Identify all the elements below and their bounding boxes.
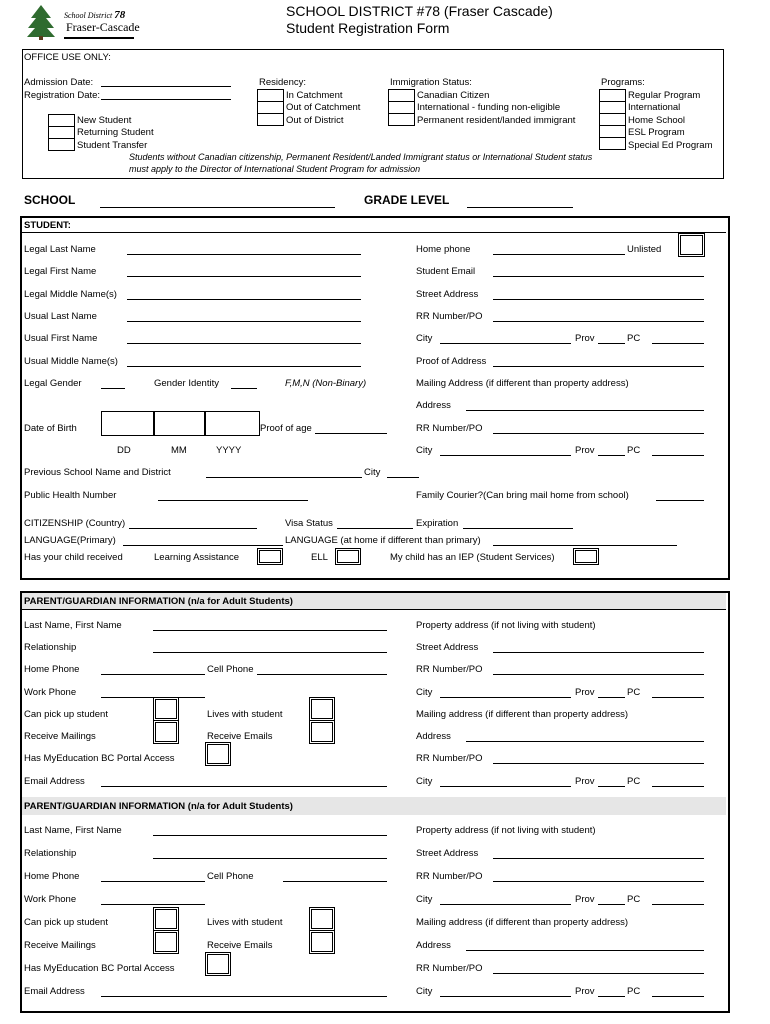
expiration-field[interactable] (463, 528, 573, 529)
guardian-1-city-field[interactable] (440, 697, 571, 698)
legal-first-name-field[interactable] (127, 276, 361, 277)
guardian-2-pc-field[interactable] (652, 904, 704, 905)
tree-icon (26, 4, 56, 40)
guardian-2-pickup-checkbox[interactable] (153, 907, 179, 931)
guardian-1-mailings-checkbox[interactable] (153, 720, 179, 744)
dob-day-field[interactable] (101, 411, 155, 436)
guardian-2-mailings-checkbox[interactable] (153, 930, 179, 954)
proof-of-age-field[interactable] (315, 433, 387, 434)
student-section (20, 216, 730, 580)
guardian-2-cell-phone-field[interactable] (283, 881, 387, 882)
street-address-field[interactable] (493, 299, 704, 300)
guardian-1-title: PARENT/GUARDIAN INFORMATION (n/a for Adult Students) (24, 596, 293, 607)
mailing-pc-field[interactable] (652, 455, 704, 456)
guardian-1-mailing-rr-field[interactable] (493, 763, 704, 764)
guardian-2-title: PARENT/GUARDIAN INFORMATION (n/a for Adult Students) (24, 801, 293, 812)
prov-field[interactable] (598, 343, 625, 344)
guardian-1-prov-field[interactable] (598, 697, 625, 698)
guardian-2-mailing-prov-field[interactable] (598, 996, 625, 997)
guardian-1-mailing-field[interactable] (466, 741, 704, 742)
usual-middle-name-field[interactable] (127, 366, 361, 367)
usual-last-name-field[interactable] (127, 321, 361, 322)
guardian-2-rr-field[interactable] (493, 881, 704, 882)
guardian-1-relationship-field[interactable] (153, 652, 387, 653)
page-title: SCHOOL DISTRICT #78 (Fraser Cascade) (286, 3, 553, 19)
guardian-2-work-phone-field[interactable] (101, 904, 205, 905)
page-subtitle: Student Registration Form (286, 20, 450, 36)
guardian-2-home-phone-field[interactable] (101, 881, 205, 882)
iep-checkbox[interactable] (573, 548, 599, 565)
special-ed-checkbox[interactable] (599, 137, 626, 150)
visa-status-field[interactable] (337, 528, 413, 529)
guardian-2-mailing-pc-field[interactable] (652, 996, 704, 997)
legal-middle-name-field[interactable] (127, 299, 361, 300)
guardian-1-mailing-pc-field[interactable] (652, 786, 704, 787)
guardian-1-emails-checkbox[interactable] (309, 720, 335, 744)
mailing-address-field[interactable] (466, 410, 704, 411)
guardian-1-pc-field[interactable] (652, 697, 704, 698)
guardian-1-cell-phone-field[interactable] (257, 674, 387, 675)
public-health-number-field[interactable] (158, 500, 308, 501)
legal-last-name-field[interactable] (127, 254, 361, 255)
dob-month-field[interactable] (153, 411, 206, 436)
school-label: SCHOOL (24, 193, 76, 207)
guardian-2-city-field[interactable] (440, 904, 571, 905)
previous-school-field[interactable] (206, 477, 362, 478)
guardian-2-email-field[interactable] (101, 996, 387, 997)
proof-of-address-field[interactable] (493, 366, 704, 367)
registration-date-field[interactable] (101, 99, 231, 100)
grade-field[interactable] (467, 207, 573, 208)
guardian-1-lives-with-checkbox[interactable] (309, 697, 335, 721)
out-of-district-checkbox[interactable] (257, 113, 284, 126)
guardian-1-mailing-prov-field[interactable] (598, 786, 625, 787)
guardian-2-mailing-rr-field[interactable] (493, 973, 704, 974)
office-note: Students without Canadian citizenship, Permanent Resident/Landed Immigrant status or International Student status (129, 152, 593, 162)
citizenship-field[interactable] (129, 528, 257, 529)
guardian-1-myed-checkbox[interactable] (205, 742, 231, 766)
usual-first-name-field[interactable] (127, 343, 361, 344)
guardian-1-street-field[interactable] (493, 652, 704, 653)
guardian-1-name-field[interactable] (153, 630, 387, 631)
office-title: OFFICE USE ONLY: (24, 52, 111, 63)
student-email-field[interactable] (493, 276, 704, 277)
guardian-2-name-field[interactable] (153, 835, 387, 836)
permanent-resident-checkbox[interactable] (388, 113, 415, 126)
guardian-2-prov-field[interactable] (598, 904, 625, 905)
admission-date-field[interactable] (101, 86, 231, 87)
gender-identity-field[interactable] (231, 388, 257, 389)
learning-assistance-checkbox[interactable] (257, 548, 283, 565)
guardian-2-emails-checkbox[interactable] (309, 930, 335, 954)
guardian-2-myed-checkbox[interactable] (205, 952, 231, 976)
rr-number-field[interactable] (493, 321, 704, 322)
guardian-2-relationship-field[interactable] (153, 858, 387, 859)
guardian-2-lives-with-checkbox[interactable] (309, 907, 335, 931)
mailing-city-field[interactable] (440, 455, 571, 456)
guardian-1-home-phone-field[interactable] (101, 674, 205, 675)
student-title: STUDENT: (24, 220, 71, 231)
unlisted-checkbox[interactable] (678, 233, 705, 257)
guardian-1-pickup-checkbox[interactable] (153, 697, 179, 721)
mailing-rr-field[interactable] (493, 433, 704, 434)
guardian-2-mailing-field[interactable] (466, 950, 704, 951)
guardian-1-mailing-city-field[interactable] (440, 786, 571, 787)
previous-school-city-field[interactable] (387, 477, 419, 478)
grade-label: GRADE LEVEL (364, 193, 450, 207)
school-field[interactable] (100, 207, 335, 208)
guardian-2-street-field[interactable] (493, 858, 704, 859)
guardian-1-rr-field[interactable] (493, 674, 704, 675)
guardian-2-mailing-city-field[interactable] (440, 996, 571, 997)
language-home-field[interactable] (493, 545, 677, 546)
family-courier-field[interactable] (656, 500, 704, 501)
city-field[interactable] (440, 343, 571, 344)
student-transfer-checkbox[interactable] (48, 138, 75, 151)
legal-gender-field[interactable] (101, 388, 125, 389)
district-logo: School District 78 Fraser-Cascade (26, 4, 134, 42)
language-primary-field[interactable] (123, 545, 283, 546)
dob-year-field[interactable] (204, 411, 260, 436)
home-phone-field[interactable] (493, 254, 625, 255)
ell-checkbox[interactable] (335, 548, 361, 565)
pc-field[interactable] (652, 343, 704, 344)
mailing-prov-field[interactable] (598, 455, 625, 456)
guardian-1-email-field[interactable] (101, 786, 387, 787)
